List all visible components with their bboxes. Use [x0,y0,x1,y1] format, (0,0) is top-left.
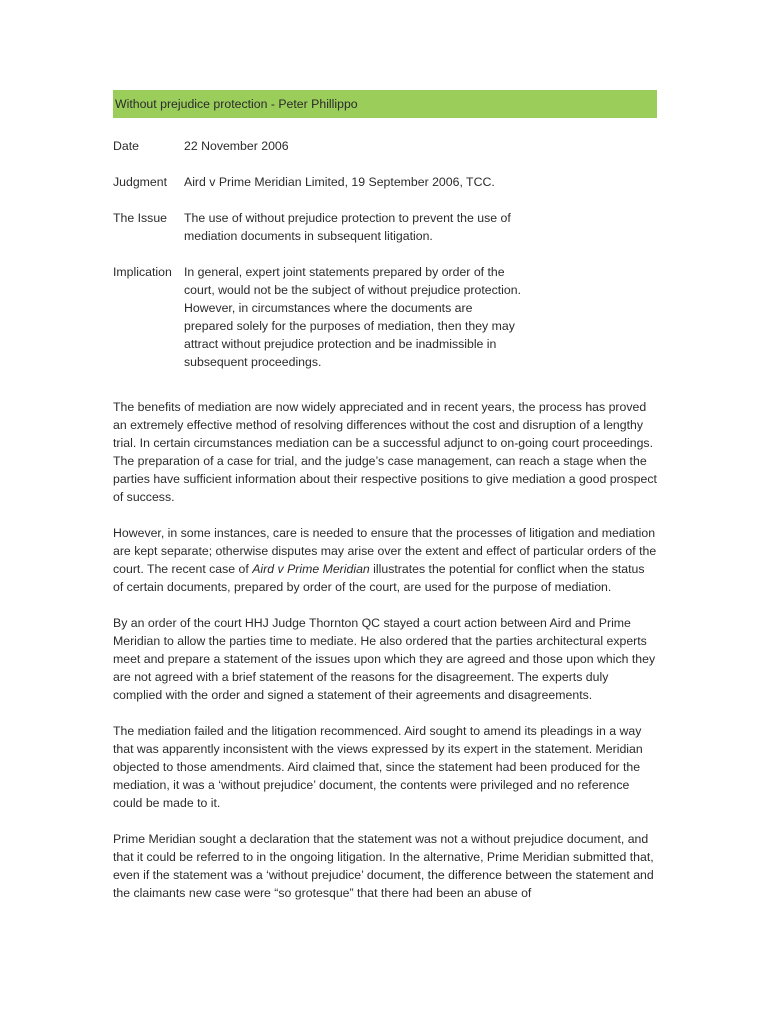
paragraph-declaration: Prime Meridian sought a declaration that the statement was not a without prejudice document, and that it could be referred to in the ongoing litigation. In the alternative, Prime Meridian submitted that, even if the statement was a ‘without prejudice’ document, the difference between the statement and the claimants new case were “so grotesque” that there had been an abuse of [113,832,654,900]
paragraph-mediation-failed: The mediation failed and the litigation recommenced. Aird sought to amend its pleadings in a way that was apparently inconsistent with the views expressed by its expert in the statement. Meridian objected to those amendments. Aird claimed that, since the statement had been produced for the mediation, it was a ‘without prejudice’ document, the contents were privileged and no reference could be made to it. [113,724,643,810]
summary-row-judgment [113,173,658,191]
summary-value: In general, expert joint statements prepared by order of the court, would not be the subject of without prejudice protection. However, in circumstances where the documents are prepared solely for the purposes of mediation, then they may attract without prejudice protection and be inadmissible in subsequent proceedings. [184,265,521,369]
summary-row-issue [113,209,658,245]
summary-value: Aird v Prime Meridian Limited, 19 September 2006, TCC. [184,175,495,189]
case-name: Aird v Prime Meridian [252,562,370,576]
article-body [113,398,658,920]
summary-row-implication [113,263,658,371]
paragraph-court-order: By an order of the court HHJ Judge Thornton QC stayed a court action between Aird and Prime Meridian to allow the parties time to mediate. He also ordered that the parties architectural experts meet and prepare a statement of the issues upon which they are agreed and those upon which they are not agreed with a brief statement of the reasons for the disagreement. The experts duly complied with the order and signed a statement of their agreements and disagreements. [113,616,656,702]
paragraph-text: illustrates the potential for conflict when the status of certain documents, prepared by order of the court, are used for the purpose of mediation. [113,562,645,594]
summary-label: The Issue [113,211,167,225]
summary-row-date [113,137,658,155]
summary-table [113,137,658,389]
summary-label: Date [113,139,139,153]
summary-label: Judgment [113,175,168,189]
paragraph-benefits: The benefits of mediation are now widely appreciated and in recent years, the process has proved an extremely effective method of resolving differences without the cost and disruption of a lengthy trial. In certain circumstances mediation can be a successful adjunct to on-going court proceedings. The preparation of a case for trial, and the judge’s case management, can reach a stage when the parties have sufficient information about their respective positions to give mediation a good prospect of success. [113,400,657,504]
paragraph-text: However, in some instances, care is needed to ensure that the processes of litigation and mediation are kept separate; otherwise disputes may arise over the extent and effect of particular orders of the court. The recent case of [113,526,657,576]
summary-value: 22 November 2006 [184,139,289,153]
summary-label: Implication [113,265,172,279]
paragraph-separation [113,524,658,596]
summary-value: The use of without prejudice protection to prevent the use of mediation documents in subsequent litigation. [184,211,511,243]
document-title: Without prejudice protection - Peter Phillippo [113,90,657,118]
